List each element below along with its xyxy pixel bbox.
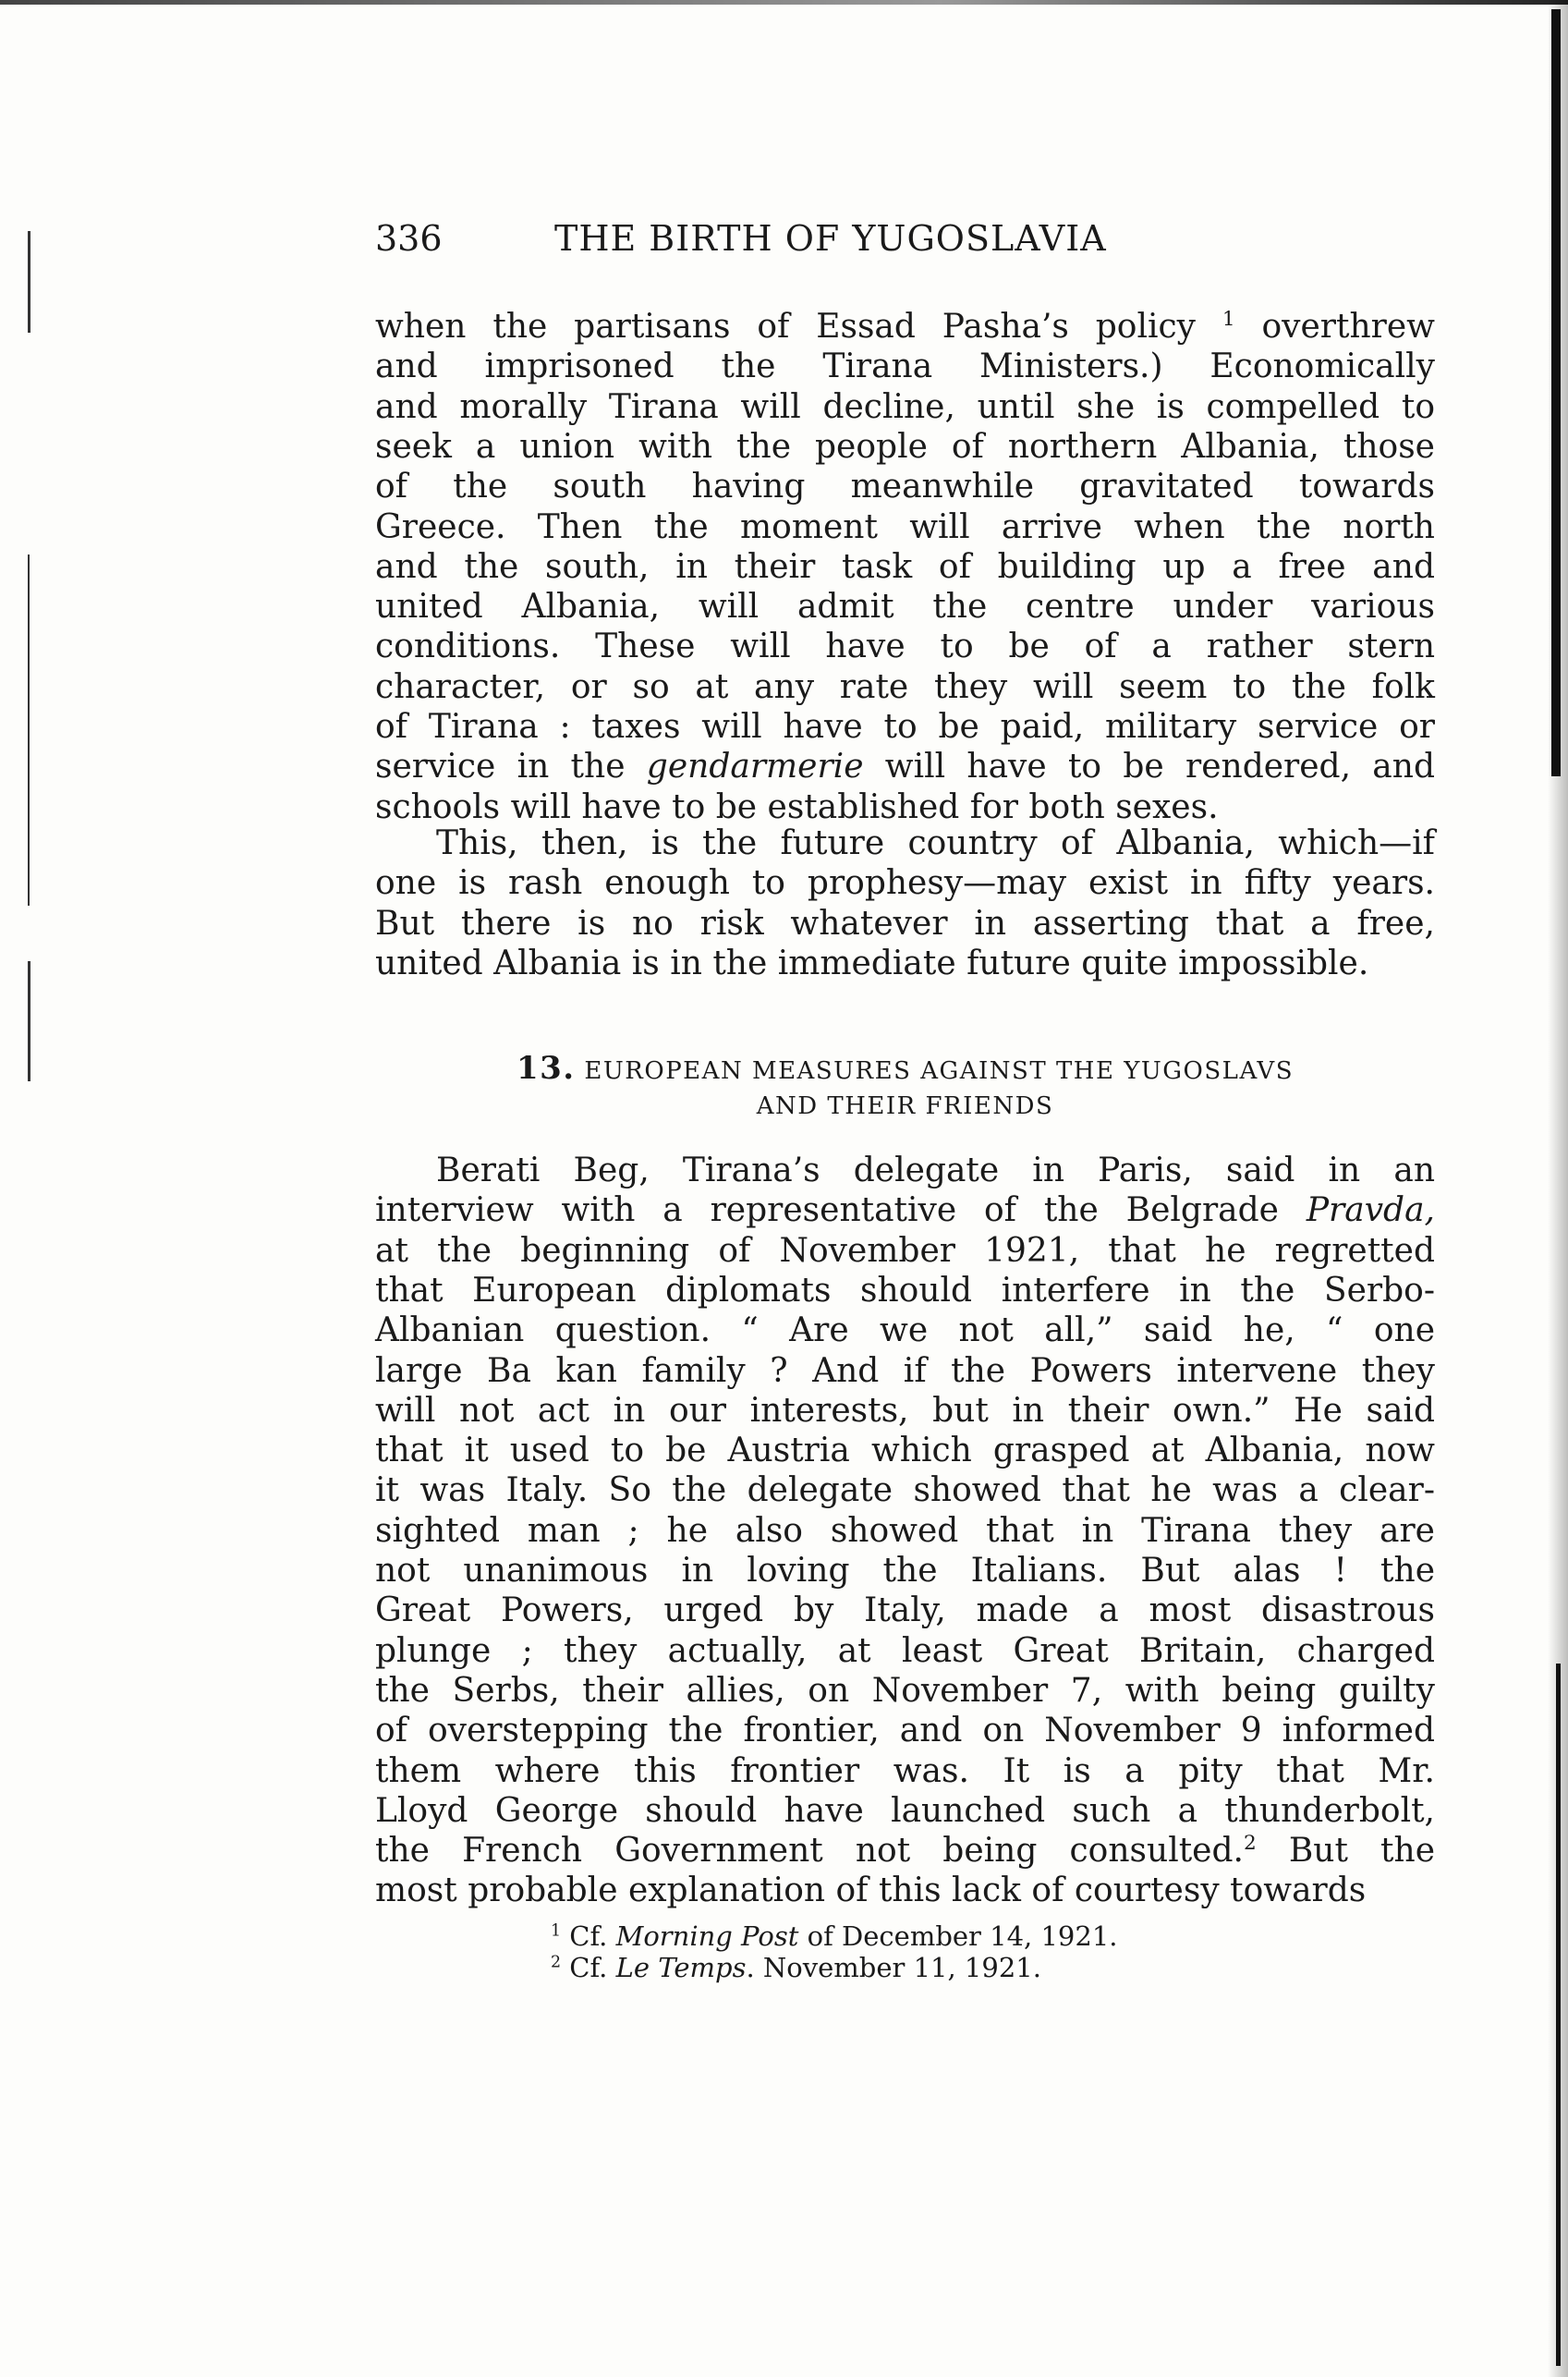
scan-margin-mark [28, 231, 30, 333]
text-line [375, 1591, 1435, 1631]
italic-text: Le Temps [615, 1952, 747, 1983]
text-run: united Albania is in the immediate future quite impossible. [375, 944, 1369, 982]
scan-edge-mark [1556, 1664, 1561, 2366]
scan-margin-mark [28, 961, 30, 1081]
text-run: overthrew [1234, 308, 1435, 346]
text-run: that European diplomats should interfere in the Serbo- [375, 1271, 1435, 1310]
text-line [375, 307, 1435, 347]
section-heading [375, 1050, 1435, 1087]
text-run: plunge ; they actually, at least Great Britain, charged [375, 1631, 1435, 1670]
text-run: Cf. [561, 1952, 616, 1983]
text-line [375, 1511, 1435, 1552]
text-run: one is rash enough to prophesy—may exist in fifty years. [375, 864, 1435, 903]
text-run: at the beginning of November 1921, that he regretted [375, 1231, 1435, 1270]
text-line [375, 787, 1435, 828]
footnote-marker: 2 [551, 1953, 562, 1972]
text-run: it was Italy. So the delegate showed that he was a clear- [375, 1471, 1435, 1510]
text-run: sighted man ; he also showed that in Tirana they are [375, 1511, 1435, 1550]
text-run: This, then, is the future country of Albania, which—if [436, 824, 1435, 862]
footnote-marker: 1 [1222, 308, 1235, 331]
text-run: united Albania, will admit the centre under various [375, 588, 1435, 627]
text-line [375, 1271, 1435, 1311]
footnote [551, 1920, 1118, 1952]
text-line [375, 1551, 1435, 1591]
text-line [375, 667, 1435, 708]
text-run: Berati Beg, Tirana’s delegate in Paris, said in an [436, 1152, 1435, 1189]
text-run: Great Powers, urged by Italy, made a most disastrous [375, 1591, 1435, 1630]
text-line [375, 587, 1435, 628]
footnote-marker: 1 [551, 1921, 562, 1941]
footnote [551, 1952, 1041, 1983]
text-line [375, 547, 1435, 588]
text-line [375, 1470, 1435, 1511]
text-line [375, 1751, 1435, 1792]
text-run: them where this frontier was. It is a pity that Mr. [375, 1751, 1435, 1790]
text-line [375, 1831, 1435, 1871]
footnote-marker: 2 [1243, 1832, 1257, 1856]
text-run: and the south, in their task of building up a free and [375, 547, 1435, 586]
text-run: not unanimous in loving the Italians. But alas ! the [375, 1552, 1435, 1590]
text-line [436, 1151, 1435, 1191]
page-top-edge [0, 0, 1568, 5]
italic-text: Morning Post [615, 1920, 799, 1952]
page-number: 336 [375, 218, 443, 259]
text-line [375, 467, 1435, 507]
text-line [375, 1231, 1435, 1272]
text-run: of the south having meanwhile gravitated towards [375, 468, 1435, 506]
text-line [375, 1391, 1435, 1432]
text-run: large Ba kan family ? And if the Powers intervene they [375, 1351, 1435, 1390]
text-run: of December 14, 1921. [798, 1920, 1118, 1952]
text-run: . November 11, 1921. [746, 1952, 1041, 1983]
text-run: when the partisans of Essad Pasha’s policy [375, 308, 1222, 346]
text-line [375, 387, 1435, 428]
text-run: interview with a representative of the Belgrade [375, 1191, 1307, 1230]
text-run: will have to be rendered, and [863, 748, 1436, 786]
text-run: most probable explanation of this lack of courtesy towards [375, 1871, 1367, 1910]
text-line [375, 1711, 1435, 1751]
text-run: seek a union with the people of northern Albania, those [375, 427, 1435, 466]
text-line [436, 823, 1435, 864]
running-title: THE BIRTH OF YUGOSLAVIA [554, 218, 1107, 259]
text-run: will not act in our interests, but in their own.” He said [375, 1391, 1435, 1430]
text-line [375, 1791, 1435, 1832]
text-line [375, 507, 1435, 548]
text-line [375, 863, 1435, 904]
scan-edge-mark [1551, 9, 1561, 776]
text-run: But the [1256, 1832, 1436, 1871]
text-line [375, 1631, 1435, 1672]
text-line [375, 944, 1435, 984]
text-run: the French Government not being consulted. [375, 1832, 1244, 1871]
text-line [375, 627, 1435, 667]
section-title-line2: AND THEIR FRIENDS [756, 1092, 1054, 1120]
text-line [375, 1431, 1435, 1471]
text-line [375, 1871, 1435, 1911]
text-run: service in the [375, 748, 647, 786]
text-line [375, 707, 1435, 748]
text-run: But there is no risk whatever in asserting that a free, [375, 904, 1435, 943]
text-run: conditions. These will have to be of a rather stern [375, 628, 1435, 666]
text-run: that it used to be Austria which grasped at Albania, now [375, 1432, 1435, 1470]
text-line [375, 427, 1435, 468]
italic-text: gendarmerie [646, 748, 864, 786]
text-line [375, 1310, 1435, 1351]
text-run: Cf. [561, 1920, 616, 1952]
text-run: character, or so at any rate they will seem to the folk [375, 667, 1435, 706]
text-run: of overstepping the frontier, and on November 9 informed [375, 1712, 1435, 1750]
text-line [375, 904, 1435, 945]
text-run: and morally Tirana will decline, until she is compelled to [375, 387, 1435, 426]
text-run: Lloyd George should have launched such a thunderbolt, [375, 1791, 1435, 1830]
text-run: schools will have to be established for both sexes. [375, 787, 1219, 826]
text-run: Greece. Then the moment will arrive when the north [375, 507, 1435, 546]
text-line [375, 1671, 1435, 1712]
text-line [375, 347, 1435, 387]
text-run: and imprisoned the Tirana Ministers.) Economically [375, 347, 1435, 386]
section-title-line1: EUROPEAN MEASURES AGAINST THE YUGOSLAVS [584, 1057, 1295, 1085]
text-line [375, 1190, 1435, 1231]
text-run: Albanian question. “ Are we not all,” said he, “ one [375, 1311, 1435, 1350]
italic-text: Pravda, [1306, 1191, 1435, 1230]
section-number: 13. [516, 1050, 576, 1087]
scan-margin-mark [28, 555, 30, 906]
text-run: of Tirana : taxes will have to be paid, military service or [375, 708, 1435, 746]
text-run: the Serbs, their allies, on November 7, with being guilty [375, 1671, 1435, 1710]
text-line [375, 1351, 1435, 1392]
section-heading-line2 [375, 1092, 1435, 1120]
text-line [375, 747, 1435, 787]
